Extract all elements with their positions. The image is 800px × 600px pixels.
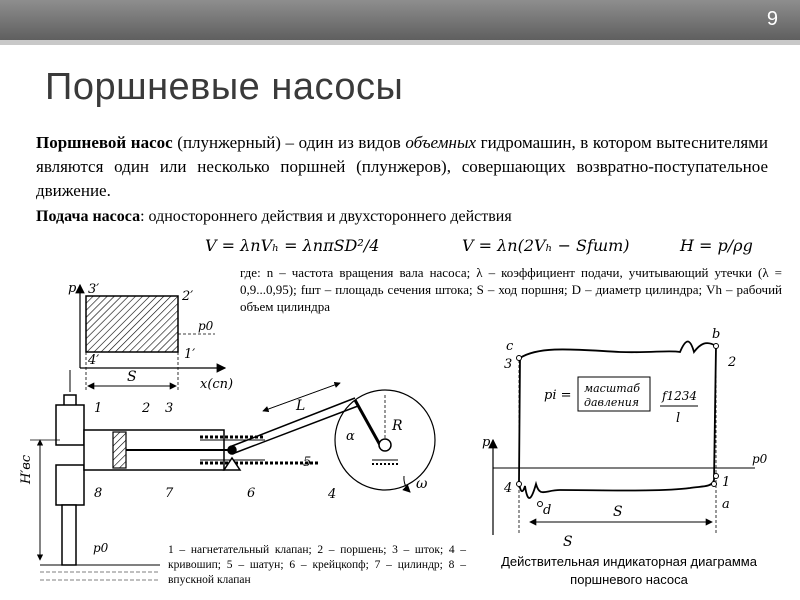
actual-indicator-diagram xyxy=(493,342,755,536)
formula-single-acting: V = λnVₕ = λnπSD²/4 xyxy=(205,236,380,255)
formula-head: H = p/ρg xyxy=(680,236,753,255)
formula-double-acting: V = λn(2Vₕ − Sfшт) xyxy=(462,236,630,255)
point-4: 4 xyxy=(504,481,513,496)
suction-height-label: H′вс xyxy=(19,454,34,484)
feed-label: Подача насоса xyxy=(36,208,141,225)
part-label-7: 7 xyxy=(165,486,174,501)
ideal-work-area xyxy=(86,296,178,352)
ideal-indicator-diagram xyxy=(68,281,233,392)
point-d: d xyxy=(543,503,552,518)
crank-radius-label: R xyxy=(392,418,403,434)
ideal-corner-1: 1′ xyxy=(184,347,196,362)
definition-term: Поршневой насос xyxy=(36,133,173,152)
part-label-4: 4 xyxy=(328,487,337,502)
part-label-2: 2 xyxy=(142,401,151,416)
variables-explanation: где: n – частота вращения вала насоса; λ – коэффициент подачи, учитывающий утечки (λ = 0,9...0,95); fшт – площадь сечения штока; S – ход поршня; D – диаметр цилиндра; Vh – рабочий объем цилиндра xyxy=(240,265,782,314)
part-label-1: 1 xyxy=(94,401,103,416)
scale-label-top: масштаб xyxy=(584,382,640,395)
definition-emphasis: объемных xyxy=(405,133,477,152)
point-2: 2 xyxy=(728,355,737,370)
part-label-8: 8 xyxy=(94,486,103,501)
actual-diagram-labels xyxy=(482,327,768,550)
area-f1234-label: f1234 xyxy=(662,389,697,403)
ideal-stroke-label: S xyxy=(127,369,137,385)
link-length-label: L xyxy=(296,398,306,414)
length-l-label: l xyxy=(676,411,681,426)
point-1: 1 xyxy=(722,475,731,490)
actual-stroke-label: S xyxy=(613,504,623,520)
ideal-p-axis-label: p xyxy=(68,281,77,296)
mechanism-p0-label: p0 xyxy=(93,541,109,555)
actual-stroke-label-bottom: S xyxy=(563,534,573,550)
point-b: b xyxy=(712,327,721,342)
point-3: 3 xyxy=(504,357,513,372)
actual-p-axis-label: p xyxy=(482,435,491,450)
actual-p0-label: p0 xyxy=(752,452,768,466)
page-number: 9 xyxy=(766,8,778,30)
ideal-corner-4: 4′ xyxy=(88,353,100,368)
definition-part1: (плунжерный) – один из видов xyxy=(172,133,406,152)
feed-text: : одностороннего действия и двухстороннего действия xyxy=(140,208,512,225)
part-label-3: 3 xyxy=(165,401,174,416)
angular-speed-label: ω xyxy=(416,476,428,492)
parts-legend: 1 – нагнетательный клапан; 2 – поршень; 3 – шток; 4 – кривошип; 5 – шатун; 6 – крейцкопф; 7 – цилиндр; 8 – впускной клапан xyxy=(168,544,466,586)
ideal-p0-label: p0 xyxy=(198,319,214,333)
part-label-5: 5 xyxy=(303,455,312,470)
definition-part2: гидромашин, в котором вытеснителями являются один или несколько поршней (плунжеров), совершающих возвратно-поступательное движение. xyxy=(36,133,768,200)
ideal-corner-3: 3′ xyxy=(88,282,100,297)
part-label-6: 6 xyxy=(247,486,256,501)
indicated-pressure-symbol: pi = xyxy=(544,388,572,403)
diagram-caption: Действительная индикаторная диаграмма поршневого насоса xyxy=(501,554,757,587)
crank-angle-label: α xyxy=(346,429,355,444)
scale-label-bottom: давления xyxy=(584,396,640,409)
ideal-corner-2: 2′ xyxy=(182,289,194,304)
ideal-x-axis-label: x(cп) xyxy=(200,377,234,392)
slide-title: Поршневые насосы xyxy=(45,66,404,108)
point-a: a xyxy=(722,497,730,512)
point-c: c xyxy=(506,339,514,354)
